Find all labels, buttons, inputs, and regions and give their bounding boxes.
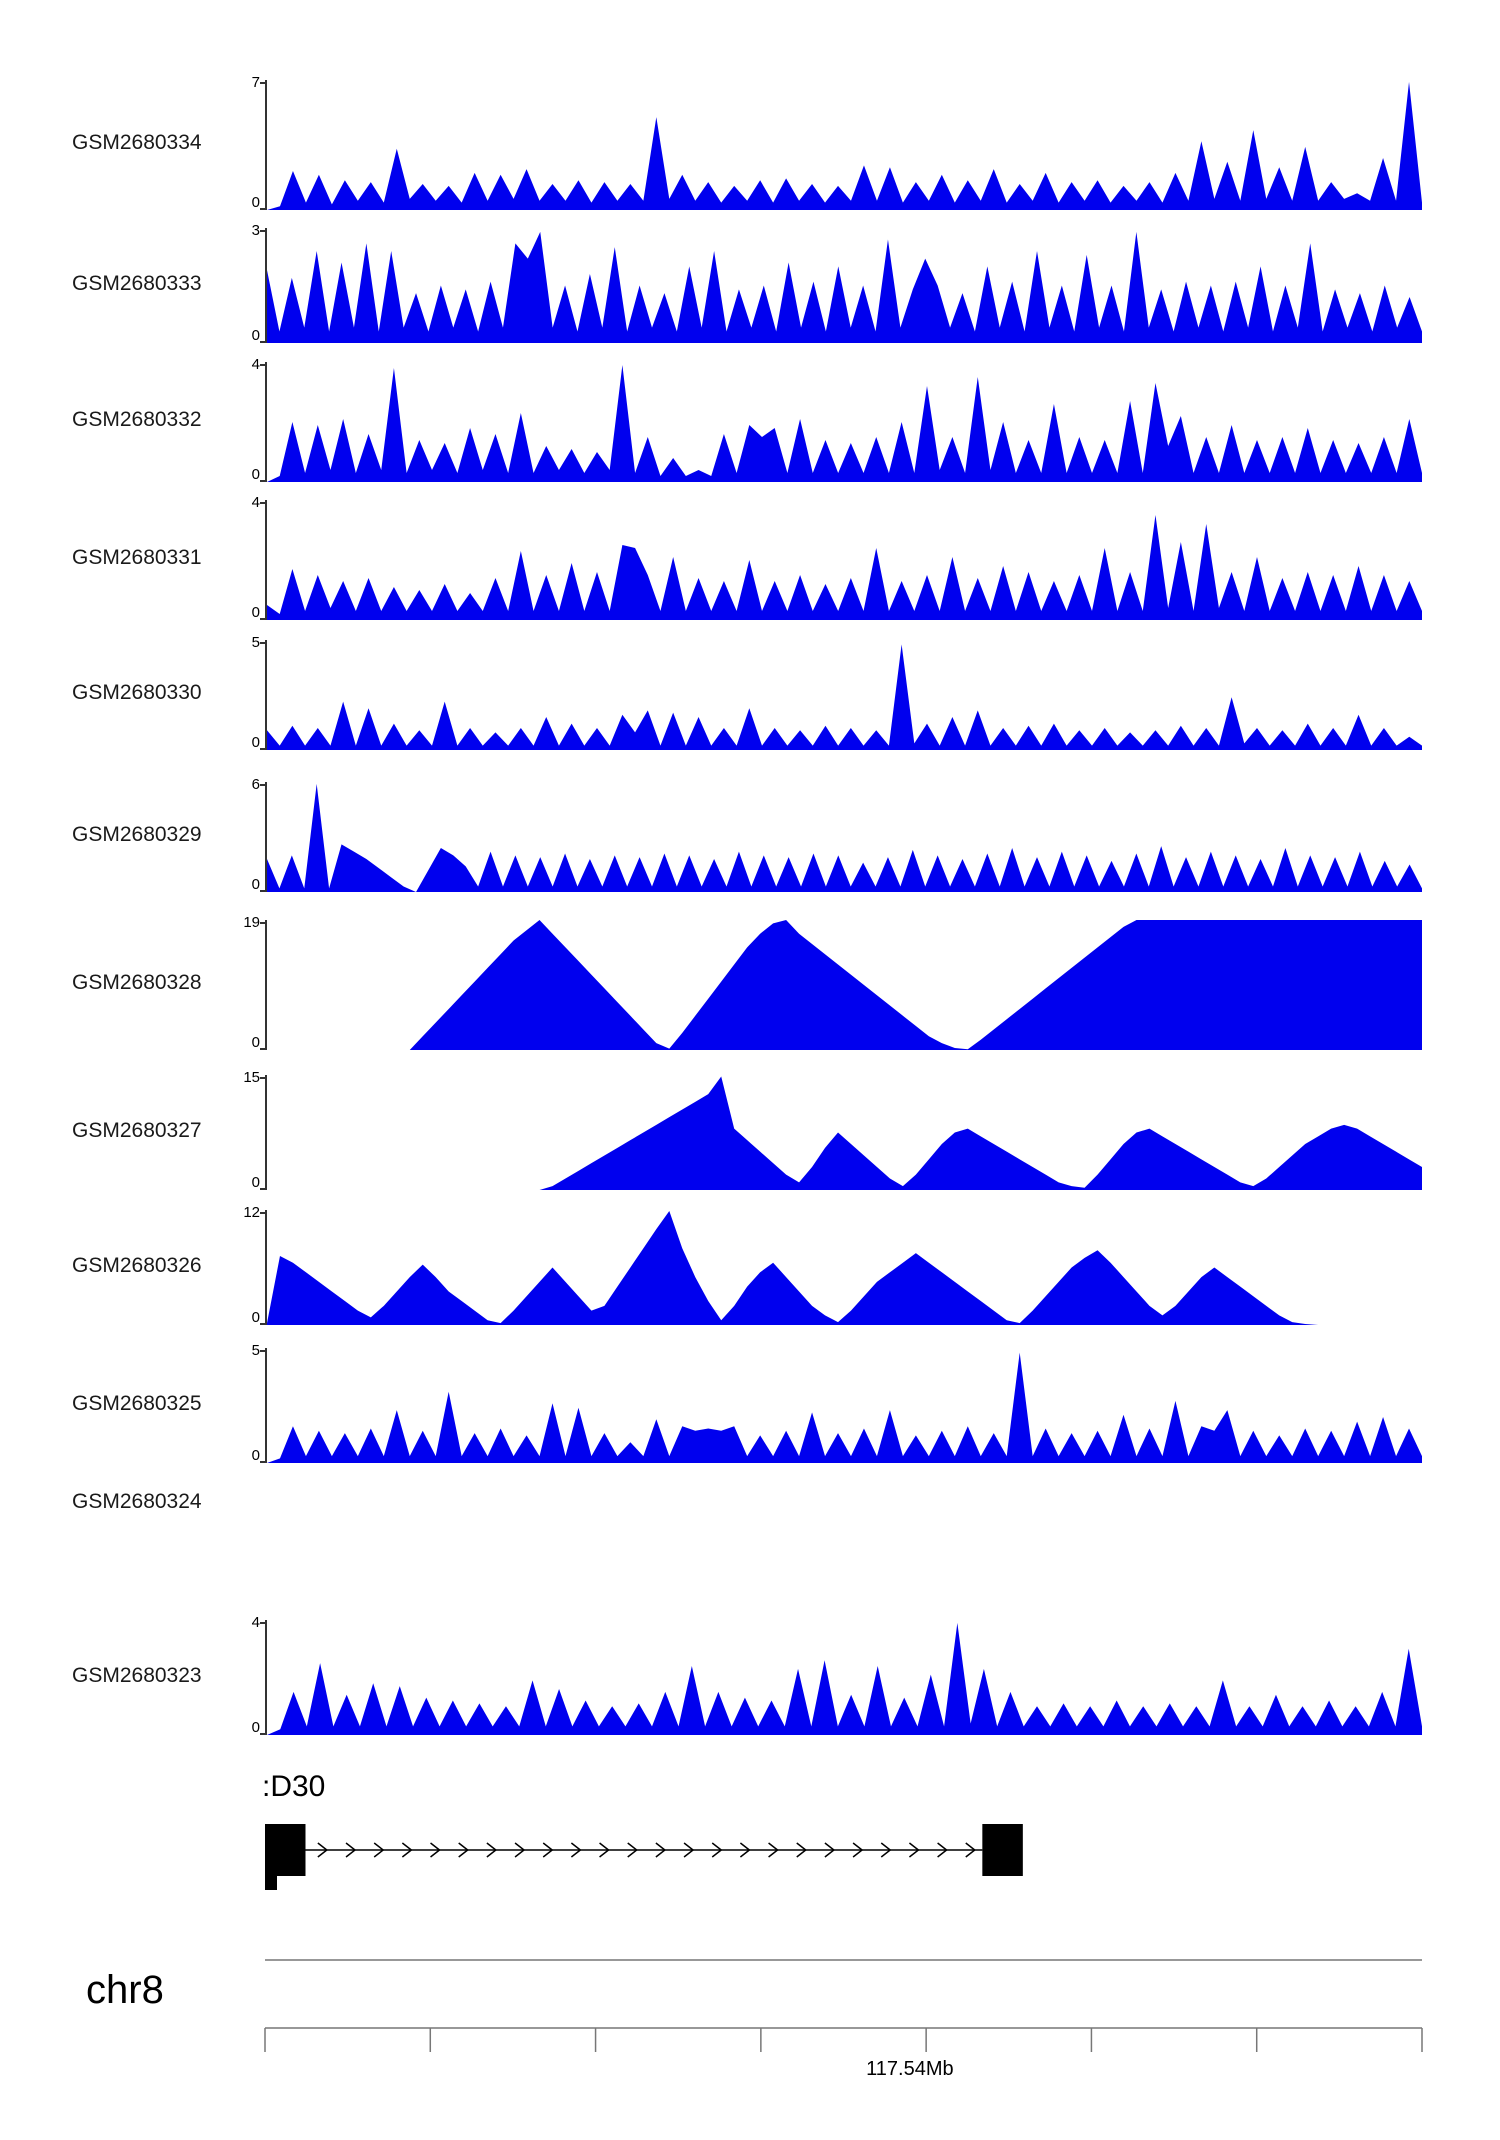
y-axis-max-label: 15	[243, 1069, 260, 1086]
coverage-plot-GSM2680333	[265, 228, 1422, 343]
y-axis-min-label: 0	[251, 466, 260, 483]
coverage-track	[0, 1069, 1500, 1191]
coverage-track	[0, 1204, 1500, 1326]
track-label-GSM2680332: GSM2680332	[72, 408, 202, 431]
y-axis-max-label: 4	[251, 356, 260, 373]
coverage-plot-GSM2680334	[265, 80, 1422, 210]
gene-annotation-track	[0, 1770, 1500, 1900]
coverage-track	[0, 1614, 1500, 1736]
coverage-track	[0, 634, 1500, 751]
track-label-GSM2680325: GSM2680325	[72, 1391, 202, 1415]
y-axis-max-label: 7	[251, 74, 260, 91]
coverage-track	[0, 74, 1500, 211]
coverage-plot-GSM2680332	[265, 362, 1422, 482]
coverage-plot-GSM2680330	[265, 640, 1422, 750]
y-axis-max-label: 3	[251, 222, 260, 239]
y-axis-min-label: 0	[251, 734, 260, 751]
y-axis-min-label: 0	[251, 1034, 260, 1051]
y-axis-min-label: 0	[251, 1309, 260, 1326]
y-axis-min-label: 0	[251, 1447, 260, 1464]
track-label-GSM2680330: GSM2680330	[72, 681, 202, 704]
track-label-GSM2680327: GSM2680327	[72, 1118, 202, 1142]
track-label-GSM2680326: GSM2680326	[72, 1253, 202, 1277]
coverage-plot-GSM2680326	[265, 1210, 1422, 1325]
coverage-track	[0, 494, 1500, 621]
track-label-GSM2680323: GSM2680323	[72, 1663, 202, 1687]
coverage-plot-GSM2680328	[265, 920, 1422, 1050]
coverage-plot-GSM2680325	[265, 1348, 1422, 1463]
coverage-plot-GSM2680323	[265, 1620, 1422, 1735]
coverage-track	[0, 1342, 1500, 1464]
y-axis-min-label: 0	[251, 194, 260, 211]
y-axis-max-label: 19	[243, 914, 260, 931]
coverage-plot-GSM2680331	[265, 500, 1422, 620]
track-label-GSM2680324: GSM2680324	[72, 1490, 202, 1513]
genome-ruler	[0, 1930, 1500, 2130]
y-axis-max-label: 4	[251, 1614, 260, 1631]
y-axis-max-label: 4	[251, 494, 260, 511]
y-axis-max-label: 5	[251, 1342, 260, 1359]
y-axis-min-label: 0	[251, 876, 260, 893]
gene-model	[0, 1810, 1500, 1890]
gene-name-label: :D30	[262, 1770, 326, 1803]
y-axis-min-label: 0	[251, 327, 260, 344]
coverage-plot-GSM2680329	[265, 782, 1422, 892]
coverage-plot-GSM2680327	[265, 1075, 1422, 1190]
coverage-track	[0, 914, 1500, 1051]
coverage-track	[0, 776, 1500, 893]
track-label-GSM2680334: GSM2680334	[72, 131, 202, 154]
track-label-GSM2680328: GSM2680328	[72, 971, 202, 994]
y-axis-max-label: 12	[243, 1204, 260, 1221]
coverage-track	[0, 1490, 1500, 1530]
ruler-position-label: 117.54Mb	[866, 2058, 954, 2080]
coverage-track	[0, 222, 1500, 344]
coverage-track	[0, 356, 1500, 483]
y-axis-max-label: 5	[251, 634, 260, 651]
chromosome-label: chr8	[86, 1968, 164, 2012]
y-axis-max-label: 6	[251, 776, 260, 793]
ruler-svg	[0, 1930, 1500, 2070]
track-label-GSM2680331: GSM2680331	[72, 546, 202, 569]
track-label-GSM2680333: GSM2680333	[72, 271, 202, 295]
y-axis-min-label: 0	[251, 1174, 260, 1191]
y-axis-min-label: 0	[251, 1719, 260, 1736]
y-axis-min-label: 0	[251, 604, 260, 621]
track-label-GSM2680329: GSM2680329	[72, 823, 202, 846]
